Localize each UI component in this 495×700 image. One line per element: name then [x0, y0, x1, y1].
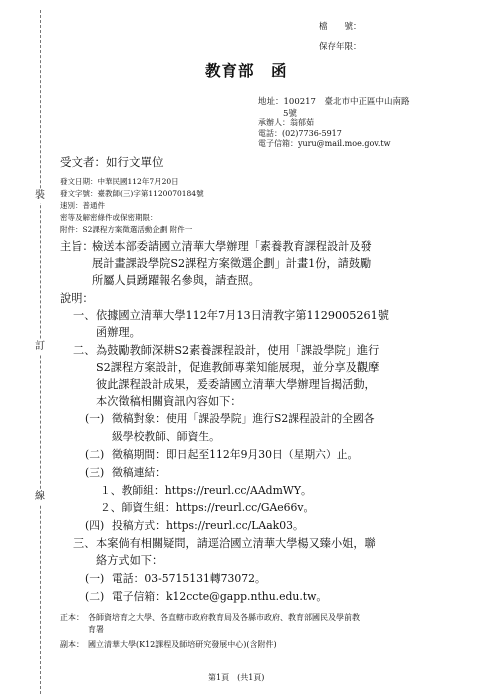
item-2-sub-4-text[interactable]: 投稿方式：https://reurl.cc/LAak03。 [112, 519, 304, 532]
recipient: 受文者：如行文單位 [60, 155, 164, 169]
cc-label: 副本： [60, 640, 84, 649]
cc-recipients: 國立清華大學(K12課程及師培研究發展中心)(含附件) [88, 640, 277, 649]
address-line-1: 地址：100217 臺北市中正區中山南路 [258, 97, 410, 107]
item-2-line-2: S2課程方案設計，促進教師專業知能展現，並分享及觀摩 [96, 361, 380, 374]
item-2-sub-2-marker: (二) [85, 448, 105, 461]
retention-period-label: 保存年限： [319, 42, 362, 52]
item-1-text [96, 307, 389, 341]
item-2-line-1: 為鼓勵教師深耕S2素養課程設計，使用「課設學院」進行 [96, 344, 380, 357]
file-number-label: 檔 號： [319, 22, 362, 32]
subject-line-2: 展計畫課設學院S2課程方案徵選企劃」計畫1份，請鼓勵 [92, 257, 372, 270]
item-2-sub-1-line-1: 徵稿對象：使用「課設學院」進行S2課程設計的全國各 [112, 412, 375, 425]
margin-mark-xian: 線 [35, 491, 45, 502]
subject-line-1: 檢送本部委請國立清華大學辦理「素養教育課程設計及發 [92, 240, 372, 253]
issue-date: 發文日期：中華民國112年7月20日 [60, 177, 179, 186]
item-2-line-4: 本次徵稿相關資訊內容如下： [96, 395, 242, 408]
item-3-sub-1-text: 電話：03-5715131轉73072。 [112, 572, 266, 585]
explanation-label: 說明： [60, 292, 94, 305]
item-2-sub-3-text: 徵稿連結： [112, 466, 166, 479]
address-line-2: 5號 [283, 109, 297, 119]
item-2-sub-2-text: 徵稿期間：即日起至112年9月30日（星期六）止。 [112, 448, 359, 461]
item-3-sub-2-marker: (二) [85, 590, 105, 603]
item-2-sub-1-line-2: 級學校教師、師資生。 [112, 429, 220, 443]
main-recipients [88, 613, 360, 635]
attachment: 附件：S2課程方案徵選活動企劃 附件一 [60, 225, 193, 234]
document-title: 教育部 函 [205, 61, 288, 80]
contact-phone: 電話：(02)7736-5917 [258, 129, 342, 138]
link-teacher-group[interactable]: １、教師組：https://reurl.cc/AAdmWY。 [100, 484, 312, 497]
subject-text [92, 238, 372, 289]
margin-mark-ding: 訂 [35, 341, 45, 352]
item-2-sub-1-text [112, 410, 375, 445]
item-3-text [96, 535, 376, 569]
delivery-speed: 速別：普通件 [60, 201, 105, 210]
item-2-sub-3-marker: (三) [85, 466, 105, 479]
contact-person: 承辦人：翁郁茹 [258, 118, 314, 127]
main-recipients-line-1: 各師資培育之大學、各直轄市政府教育局及各縣市政府、教育部國民及學前教 [88, 613, 360, 622]
item-3-marker: 三、 [73, 537, 96, 550]
subject-label: 主旨： [60, 240, 94, 253]
document-number: 發文字號：臺教師(三)字第1120070184號 [60, 189, 204, 198]
item-1-line-2: 函辦理。 [96, 326, 141, 339]
item-2-line-3: 彼此課程設計成果，爰委請國立清華大學辦理旨揭活動， [96, 378, 376, 391]
page-number: 第1頁 (共1頁) [208, 673, 265, 682]
item-1-marker: 一、 [73, 309, 96, 322]
item-2-text [96, 342, 379, 410]
subject-line-3: 所屬人員踴躍報名參與，請查照。 [92, 274, 260, 287]
main-recipients-label: 正本： [60, 613, 84, 622]
margin-mark-zhuang: 裝 [35, 190, 45, 201]
link-preservice-group[interactable]: ２、師資生組：https://reurl.cc/GAe66v。 [100, 501, 315, 514]
security-level: 密等及解密條件或保密期限： [60, 213, 158, 222]
item-3-line-2: 絡方式如下： [96, 554, 164, 567]
main-recipients-line-2: 育署 [88, 625, 104, 634]
contact-email: 電子信箱：yuru@mail.moe.gov.tw [258, 139, 391, 148]
item-1-line-1: 依據國立清華大學112年7月13日清教字第1129005261號 [96, 309, 389, 322]
item-3-sub-1-marker: (一) [85, 572, 105, 585]
item-3-sub-2-text[interactable]: 電子信箱：k12ccte@gapp.nthu.edu.tw。 [112, 590, 328, 603]
item-2-sub-4-marker: (四) [85, 519, 105, 532]
item-2-sub-1-marker: (一) [85, 412, 105, 425]
item-3-line-1: 本案倘有相關疑問，請逕洽國立清華大學楊又臻小姐，聯 [96, 537, 376, 550]
item-2-marker: 二、 [73, 344, 96, 357]
